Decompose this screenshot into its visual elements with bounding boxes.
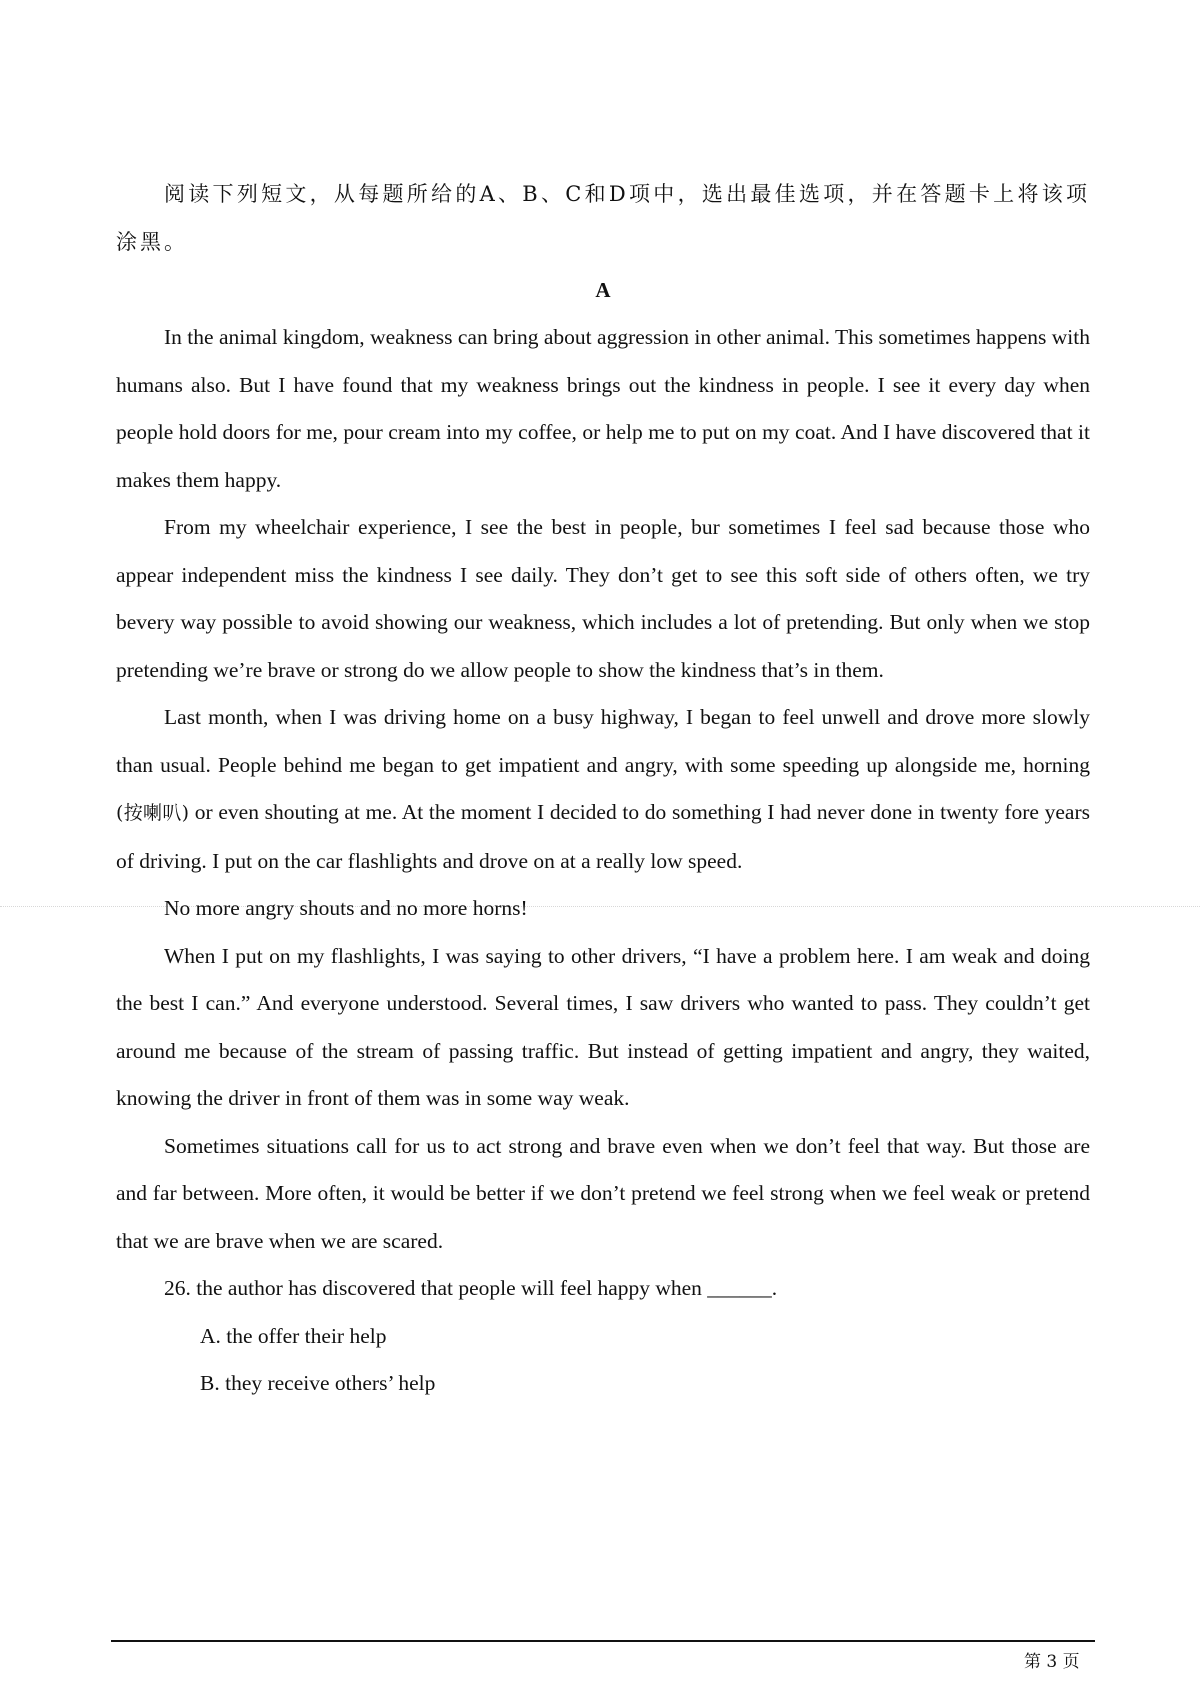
page-number: 第 3 页	[1024, 1652, 1080, 1672]
chinese-gloss: (按喇叭)	[116, 802, 190, 824]
footer-rule	[111, 1640, 1095, 1642]
instruction-text: 阅读下列短文，从每题所给的A、B、C和D项中，选出最佳选项，并在答题卡上将该项涂黑。	[116, 182, 1090, 254]
section-title: A	[595, 278, 611, 302]
passage-paragraph-3	[116, 694, 1090, 885]
option-a: A. the offer their help	[200, 1323, 387, 1348]
passage-paragraph-1: In the animal kingdom, weakness can bring about aggression in other animal. This sometimes happens with humans also. But I have found that my weakness brings out the kindness in people. I see it every day when people hold doors for me, pour cream into my coffee, or help me to put on my coat. And I have discovered that it makes them happy.	[116, 325, 1090, 492]
main-content	[116, 170, 1090, 1408]
option-b: B. they receive others’ help	[200, 1371, 436, 1395]
passage-paragraph-5: When I put on my flashlights, I was saying to other drivers, “I have a problem here. I am weak and doing the best I can.” And everyone understood. Several times, I saw drivers who wanted to pass. They couldn’t get around me because of the stream of passing traffic. But instead of getting impatient and angry, they waited, knowing the driver in front of them was in some way weak.	[116, 943, 1090, 1110]
paragraph-3-after: or even shouting at me. At the moment I decided to do something I had never done in twenty fore years of driving. I put on the car flashlights and drove on at a really low speed.	[116, 800, 1091, 873]
passage-paragraph-4: No more angry shouts and no more horns!	[164, 896, 528, 920]
paragraph-3-before: Last month, when I was driving home on a busy highway, I began to feel unwell and drove more slowly than usual. People behind me began to get impatient and angry, with some speeding up alongside me, horning	[116, 705, 1090, 777]
passage-paragraph-6: Sometimes situations call for us to act strong and brave even when we don’t feel that way. But those are and far between. More often, it would be better if we don’t pretend we feel strong when we feel weak or pretend that we are brave when we are scared.	[116, 1133, 1090, 1253]
passage-paragraph-2: From my wheelchair experience, I see the best in people, bur sometimes I feel sad because those who appear independent miss the kindness I see daily. They don’t get to see this soft side of others often, we try bevery way possible to avoid showing our weakness, which includes a lot of pretending. But only when we stop pretending we’re brave or strong do we allow people to show the kindness that’s in them.	[116, 515, 1090, 682]
question-26: 26. the author has discovered that people will feel happy when ______.	[164, 1276, 778, 1300]
